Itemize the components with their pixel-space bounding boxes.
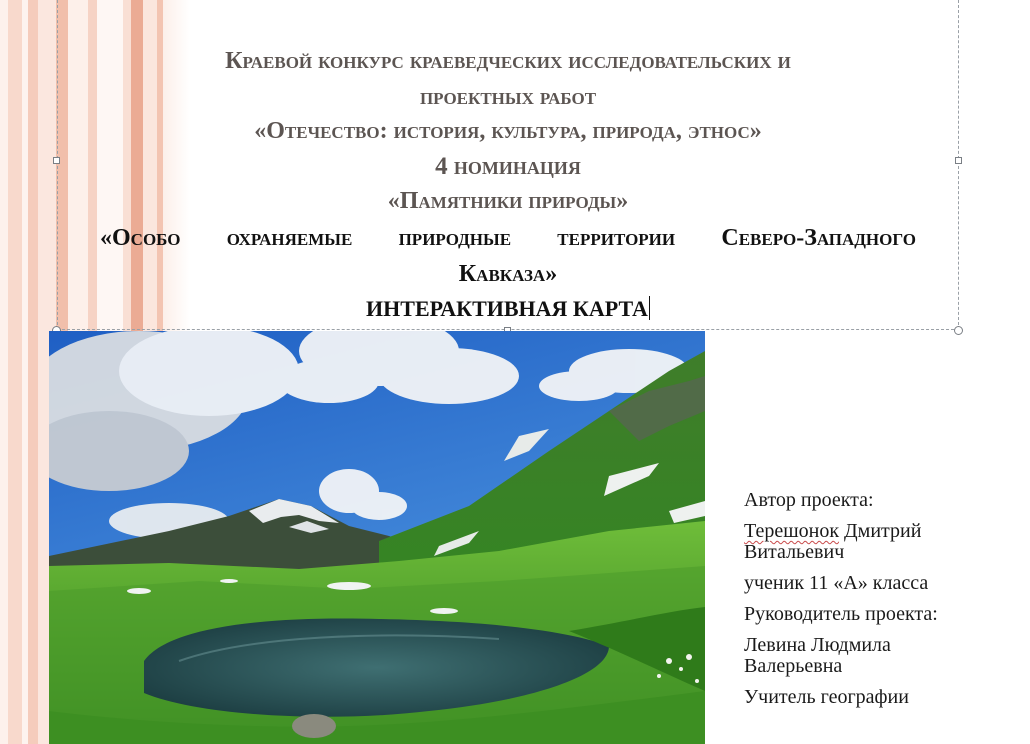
author-patronymic: Витальевич: [744, 541, 845, 563]
author-name: [744, 521, 1024, 563]
supervisor-role: Учитель географии: [744, 686, 909, 708]
mountain-lake-photo: [49, 331, 705, 744]
title-line-nomination-name: «Памятники природы»: [387, 188, 629, 214]
supervisor-name-line2: Валерьевна: [744, 655, 843, 677]
title-line-contest-cont: проектных работ: [419, 84, 597, 110]
supervisor-name-line1: Левина Людмила: [744, 634, 891, 656]
title-line-nomination: 4 номинация: [435, 153, 581, 180]
title-line-theme: «Отечество: история, культура, природа, этнос»: [254, 118, 762, 144]
title-line-contest: Краевой конкурс краеведческих исследовательских и: [225, 48, 791, 74]
author-surname: Терешонок: [744, 520, 840, 542]
resize-handle-bottom-right[interactable]: [954, 326, 963, 335]
project-title-line2: Кавказа»: [458, 261, 558, 287]
project-subtitle: [57, 296, 959, 322]
supervisor-name: [744, 635, 1024, 677]
project-title-line1: «Особо охраняемые природные территории Северо-Западного: [100, 225, 916, 251]
supervisor-label: Руководитель проекта:: [744, 603, 938, 625]
author-class: ученик 11 «А» класса: [744, 572, 929, 594]
author-firstname: Дмитрий: [839, 520, 922, 542]
text-cursor: [649, 296, 650, 320]
author-label: Автор проекта:: [744, 489, 874, 511]
author-info: [744, 490, 1024, 718]
project-subtitle-text: ИНТЕРАКТИВНАЯ КАРТА: [366, 296, 648, 321]
